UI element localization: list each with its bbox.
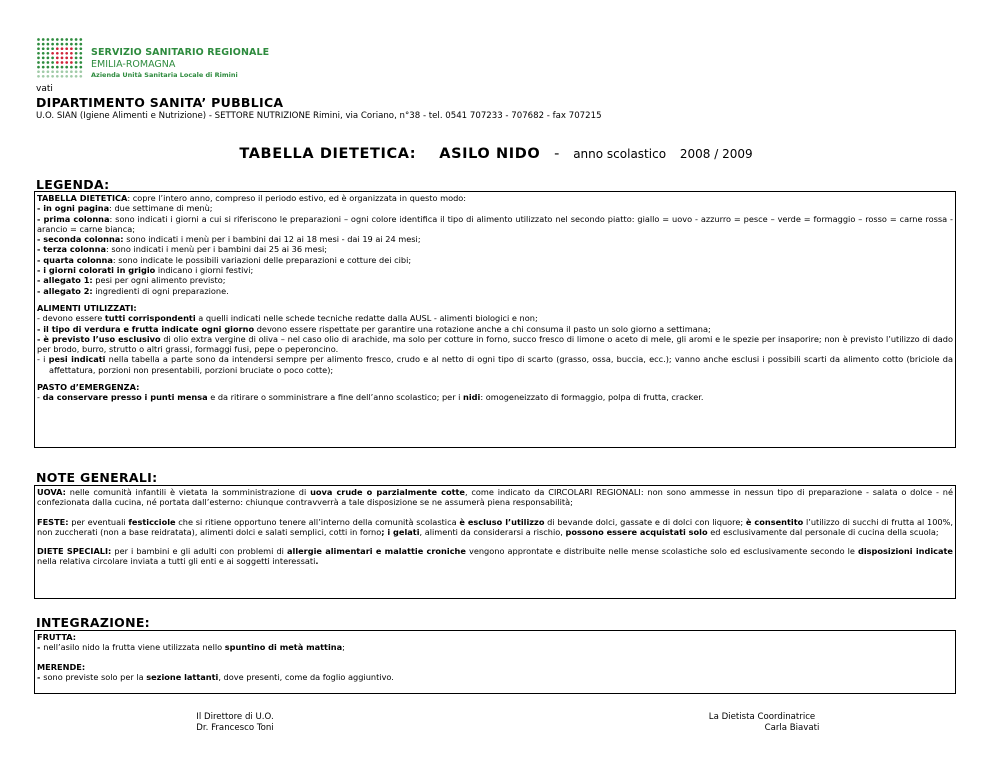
- logo-dot: [70, 61, 73, 64]
- alimenti-heading: [37, 303, 953, 313]
- merende-item: [37, 672, 953, 682]
- logo-dot: [70, 57, 73, 60]
- al2-c: devono essere rispettate per garantire una rotazione anche a chi consuma il pasto un solo giorno a settimana;: [254, 323, 711, 334]
- grigio-text: indicano i giorni festivi;: [155, 265, 254, 276]
- note-heading: NOTE GENERALI:: [36, 470, 158, 485]
- logo-dot: [51, 38, 54, 41]
- logo-dot: [42, 61, 45, 64]
- logo-dot: [51, 61, 54, 64]
- me-b: sono previste solo per la: [43, 671, 147, 682]
- em-d: nidi: [463, 392, 481, 403]
- alimenti-item-1: [37, 313, 953, 323]
- logo-dot: [47, 38, 50, 41]
- al1-a: - devono essere: [37, 313, 105, 324]
- logo-dot: [79, 38, 82, 41]
- legenda-allegato-2: [37, 286, 953, 296]
- fr-a: -: [37, 642, 44, 653]
- logo-dot: [61, 75, 64, 78]
- logo-dot: [79, 75, 82, 78]
- al4-a: - i: [37, 354, 49, 365]
- signature-right: [672, 712, 852, 734]
- logo-dot: [51, 52, 54, 55]
- diete-c: allergie alimentari e malattie croniche: [286, 546, 466, 557]
- logo-dot: [75, 75, 78, 78]
- grigio-bold: - i giorni colorati in grigio: [37, 265, 156, 276]
- logo-dot: [37, 70, 40, 73]
- frutta-item: [37, 642, 953, 652]
- logo-dot: [56, 66, 59, 69]
- legenda-quarta: [37, 255, 953, 265]
- logo-dot: [47, 75, 50, 78]
- vati-fragment: vati: [36, 84, 53, 94]
- legenda-pagina: [37, 203, 953, 213]
- logo-dot: [65, 47, 68, 50]
- logo-dot: [61, 66, 64, 69]
- title-subject: ASILO NIDO: [439, 146, 541, 162]
- logo-dot: [75, 70, 78, 73]
- al1-b: tutti corrispondenti: [104, 313, 196, 324]
- logo-dot: [47, 57, 50, 60]
- note-uova: [37, 487, 953, 508]
- prima-bold: - prima colonna: [37, 213, 110, 224]
- logo-line-1: SERVIZIO SANITARIO REGIONALE: [91, 47, 270, 58]
- quarta-text: : sono indicate le possibili variazioni delle preparazioni e cotture dei cibi;: [112, 254, 412, 265]
- fr-b: nell’asilo nido la frutta viene utilizzata nello: [43, 642, 225, 653]
- logo-dot: [65, 75, 68, 78]
- al1-c: a quelli indicati nelle schede tecniche redatte dalla AUSL - alimenti biologici e non;: [195, 313, 538, 324]
- logo-dot: [51, 57, 54, 60]
- legenda-intro: [37, 193, 953, 203]
- logo-dot: [56, 57, 59, 60]
- logo-dot: [47, 70, 50, 73]
- logo-dot: [79, 57, 82, 60]
- legenda-prima: [37, 214, 953, 235]
- frutta-heading: [37, 632, 953, 642]
- logo-dot: [47, 47, 50, 50]
- logo-line-3: Azienda Unità Sanitaria Locale di Rimini: [91, 71, 238, 79]
- alimenti-item-3: [37, 334, 953, 355]
- legenda-seconda: [37, 234, 953, 244]
- logo-dot: [51, 47, 54, 50]
- feste-g: è consentito: [745, 516, 804, 527]
- logo-dot: [37, 52, 40, 55]
- quarta-bold: - quarta colonna: [37, 254, 113, 265]
- logo-dot: [79, 70, 82, 73]
- diete-f: nella relativa circolare inviata a tutti gli enti e ai soggetti interessati: [37, 556, 316, 567]
- frutta-heading-text: FRUTTA:: [37, 632, 77, 642]
- note-feste: [37, 517, 953, 538]
- logo-dot: [42, 38, 45, 41]
- logo-dot: [56, 52, 59, 55]
- alimenti-item-2: [37, 324, 953, 334]
- terza-bold: - terza colonna: [37, 244, 106, 255]
- seconda-text: sono indicati i menù per i bambini dai 12 ai 18 mesi - dai 19 ai 24 mesi;: [123, 234, 421, 245]
- feste-c: festicciole: [128, 516, 176, 527]
- em-c: e da ritirare o somministrare a fine dell’anno scolastico; per i: [207, 392, 464, 403]
- logo-dot: [56, 75, 59, 78]
- left-name: Dr. Francesco Toni: [196, 723, 274, 733]
- logo-dot: [42, 43, 45, 46]
- me-a: -: [37, 671, 44, 682]
- alimenti-item-4: [37, 354, 953, 375]
- legenda-grigio: [37, 265, 953, 275]
- logo-dot: [70, 75, 73, 78]
- logo-dot: [61, 61, 64, 64]
- diete-b: per i bambini e gli adulti con problemi di: [111, 546, 287, 557]
- merende-heading-text: MERENDE:: [37, 661, 86, 672]
- logo-dot: [47, 66, 50, 69]
- legenda-heading: LEGENDA:: [36, 177, 110, 192]
- legenda-allegato-1: [37, 275, 953, 285]
- logo-text: [91, 48, 269, 79]
- logo-dot: [70, 66, 73, 69]
- logo-dot: [37, 47, 40, 50]
- alimenti-heading-text: ALIMENTI UTILIZZATI:: [37, 302, 137, 313]
- uova-b: nelle comunità infantili è vietata la somministrazione di: [65, 487, 311, 497]
- logo-dot: [75, 61, 78, 64]
- logo-dot: [65, 43, 68, 46]
- note-box: [34, 485, 956, 599]
- allegato2-bold: - allegato 2:: [37, 285, 93, 296]
- logo-dot: [70, 47, 73, 50]
- left-role: Il Direttore di U.O.: [196, 712, 274, 722]
- logo-dot: [56, 47, 59, 50]
- logo-dot: [37, 61, 40, 64]
- integrazione-heading: INTEGRAZIONE:: [36, 615, 150, 630]
- feste-b: per eventuali: [68, 516, 129, 527]
- signature-left: [155, 712, 315, 734]
- logo-dot: [56, 70, 59, 73]
- pagina-text: : due settimane di menù;: [109, 203, 213, 214]
- pagina-bold: - in ogni pagina: [37, 203, 110, 214]
- al3-c: di olio extra vergine di oliva – nel caso olio di arachide, ma solo per cotture in forno, succo fresco di limone o aceto di mele, gli aromi e le spezie per insaporire; non è previsto l’utilizzo di dado per brodo, burro, strutto o altri grassi, formaggi fusi, pepe o peperoncino.: [37, 333, 953, 355]
- diete-g: .: [315, 556, 319, 567]
- em-e: : omogeneizzato di formaggio, polpa di frutta, cracker.: [480, 392, 704, 403]
- title-dash: -: [554, 146, 560, 162]
- feste-l: ed esclusivamente dal personale di cucina della scuola;: [707, 526, 939, 537]
- logo-dot: [61, 38, 64, 41]
- em-b: da conservare presso i punti mensa: [42, 392, 208, 403]
- logo-dot: [37, 75, 40, 78]
- feste-k: possono essere acquistati solo: [565, 526, 708, 537]
- logo-dot: [61, 57, 64, 60]
- logo-dot: [47, 61, 50, 64]
- logo-dot: [51, 66, 54, 69]
- feste-a: FESTE:: [37, 516, 69, 527]
- feste-d: che si ritiene opportuno tenere all’interno della comunità scolastica: [175, 516, 460, 527]
- logo-dot: [65, 52, 68, 55]
- logo-dot: [75, 38, 78, 41]
- feste-e: è escluso l’utilizzo: [459, 516, 545, 527]
- logo-dot: [65, 70, 68, 73]
- logo-dot: [61, 52, 64, 55]
- logo-dot: [42, 52, 45, 55]
- allegato2-text: ingredienti di ogni preparazione.: [92, 285, 229, 296]
- school-year-label: anno scolastico: [573, 147, 667, 161]
- title-label: TABELLA DIETETICA:: [239, 146, 417, 162]
- prima-text: : sono indicati i giorni a cui si riferiscono le preparazioni – ogni colore identifica il tipo di alimento utilizzato nel secondo piatto: giallo = uovo - azzurro = pesce – verde = formaggio – rosso = carne rossa - arancio = carne bianca;: [37, 213, 953, 234]
- uova-a: UOVA:: [37, 487, 66, 497]
- page-title: [0, 146, 992, 162]
- logo-dot: [42, 57, 45, 60]
- logo-dot: [47, 52, 50, 55]
- logo-dot: [65, 66, 68, 69]
- intro-bold: TABELLA DIETETICA: [37, 193, 128, 203]
- merende-heading: [37, 662, 953, 672]
- logo-dot: [75, 43, 78, 46]
- uova-c: uova crude o parzialmente cotte: [310, 487, 465, 497]
- emergenza-heading: [37, 382, 953, 392]
- al4-b: pesi indicati: [48, 354, 106, 365]
- seconda-bold: - seconda colonna:: [37, 234, 124, 245]
- emergenza-item: [37, 392, 953, 402]
- logo-dot: [51, 70, 54, 73]
- logo-dot: [65, 57, 68, 60]
- logo-line-2: EMILIA-ROMAGNA: [91, 58, 176, 70]
- logo-dot: [65, 38, 68, 41]
- logo-dot: [75, 52, 78, 55]
- logo-dot: [70, 52, 73, 55]
- logo-dot: [42, 75, 45, 78]
- diete-d: vengono approntate e distribuite nelle mense scolastiche solo ed esclusivamente secondo le: [465, 546, 859, 557]
- logo-dot: [56, 43, 59, 46]
- logo-dot: [42, 47, 45, 50]
- logo-dot: [75, 57, 78, 60]
- logo-dot: [56, 38, 59, 41]
- fr-c: spuntino di metà mattina: [224, 642, 343, 653]
- logo-dot: [37, 38, 40, 41]
- intro-text: : copre l’intero anno, compreso il periodo estivo, ed è organizzata in questo modo:: [127, 193, 467, 203]
- feste-i: ; i gelati: [381, 526, 420, 537]
- logo-dot: [56, 61, 59, 64]
- diete-a: DIETE SPECIALI:: [37, 546, 112, 557]
- feste-f: di bevande dolci, gassate e di dolci con liquore;: [544, 516, 746, 527]
- me-d: , dove presenti, come da foglio aggiuntivo.: [218, 671, 394, 682]
- allegato1-text: pesi per ogni alimento previsto;: [92, 275, 226, 286]
- logo-dot: [70, 70, 73, 73]
- terza-text: : sono indicati i menù per i bambini dai 25 ai 36 mesi;: [106, 244, 327, 255]
- logo-dot: [65, 61, 68, 64]
- logo-dot: [79, 43, 82, 46]
- legenda-box: [34, 191, 956, 448]
- logo-dot: [79, 61, 82, 64]
- logo-dot: [70, 43, 73, 46]
- logo-dot: [61, 43, 64, 46]
- logo-dot: [70, 38, 73, 41]
- al2-b: - il tipo di verdura e frutta indicate ogni giorno: [37, 323, 255, 334]
- logo-dot: [61, 70, 64, 73]
- department-title: DIPARTIMENTO SANITA’ PUBBLICA: [36, 95, 284, 110]
- logo-dot: [37, 57, 40, 60]
- fr-d: ;: [342, 642, 345, 653]
- me-c: sezione lattanti: [146, 671, 219, 682]
- right-name: Carla Biavati: [764, 723, 820, 733]
- logo-dot: [79, 47, 82, 50]
- logo-dot: [75, 47, 78, 50]
- emergenza-heading-text: PASTO d’EMERGENZA:: [37, 382, 140, 393]
- feste-j: , alimenti da considerarsi a rischio,: [419, 526, 566, 537]
- al4-c: nella tabella a parte sono da intendersi sempre per alimento fresco, crudo e al netto di ogni tipo di scarto (grasso, ossa, buccia, ecc.); vanno anche esclusi i possibili scarti da alimento cotto (briciole da affettatura, porzioni non presentabili, porzioni bruciate o poco cotte);: [49, 354, 953, 375]
- logo-dot: [79, 66, 82, 69]
- logo-dot: [75, 66, 78, 69]
- diete-e: disposizioni indicate: [858, 546, 953, 557]
- em-a: -: [37, 392, 43, 403]
- school-year: 2008 / 2009: [679, 147, 753, 161]
- allegato1-bold: - allegato 1:: [37, 275, 93, 286]
- ausl-logo-icon: [36, 37, 84, 79]
- logo-dot: [42, 66, 45, 69]
- logo-dot: [37, 43, 40, 46]
- logo-dot: [37, 66, 40, 69]
- right-role: La Dietista Coordinatrice: [708, 712, 816, 722]
- logo-dot: [47, 43, 50, 46]
- integrazione-box: [34, 630, 956, 694]
- al3-b: - è previsto l’uso esclusivo: [37, 333, 161, 344]
- feste-h: l’utilizzo di succhi di frutta al 100%, non zuccherati (non a base reidratata), alimenti dolci e salati semplici, cotti in forno: [37, 516, 953, 537]
- note-diete: [37, 546, 953, 567]
- unit-contact-line: U.O. SIAN (Igiene Alimenti e Nutrizione) - SETTORE NUTRIZIONE Rimini, via Coriano, n°38 - tel. 0541 707233 - 707682 - fax 707215: [36, 111, 602, 121]
- logo-dot: [51, 43, 54, 46]
- legenda-terza: [37, 244, 953, 254]
- logo-dot: [42, 70, 45, 73]
- logo-dot: [79, 52, 82, 55]
- uova-d: , come indicato da CIRCOLARI REGIONALI: non sono ammesse in nessun tipo di preparazione - salata o dolce - né confezionata dalla cucina, né portata dall’esterno: chiunque contravverrà a tale disposizione se ne assumerà piena responsabilità;: [37, 487, 953, 508]
- logo-dot: [51, 75, 54, 78]
- logo-dot: [61, 47, 64, 50]
